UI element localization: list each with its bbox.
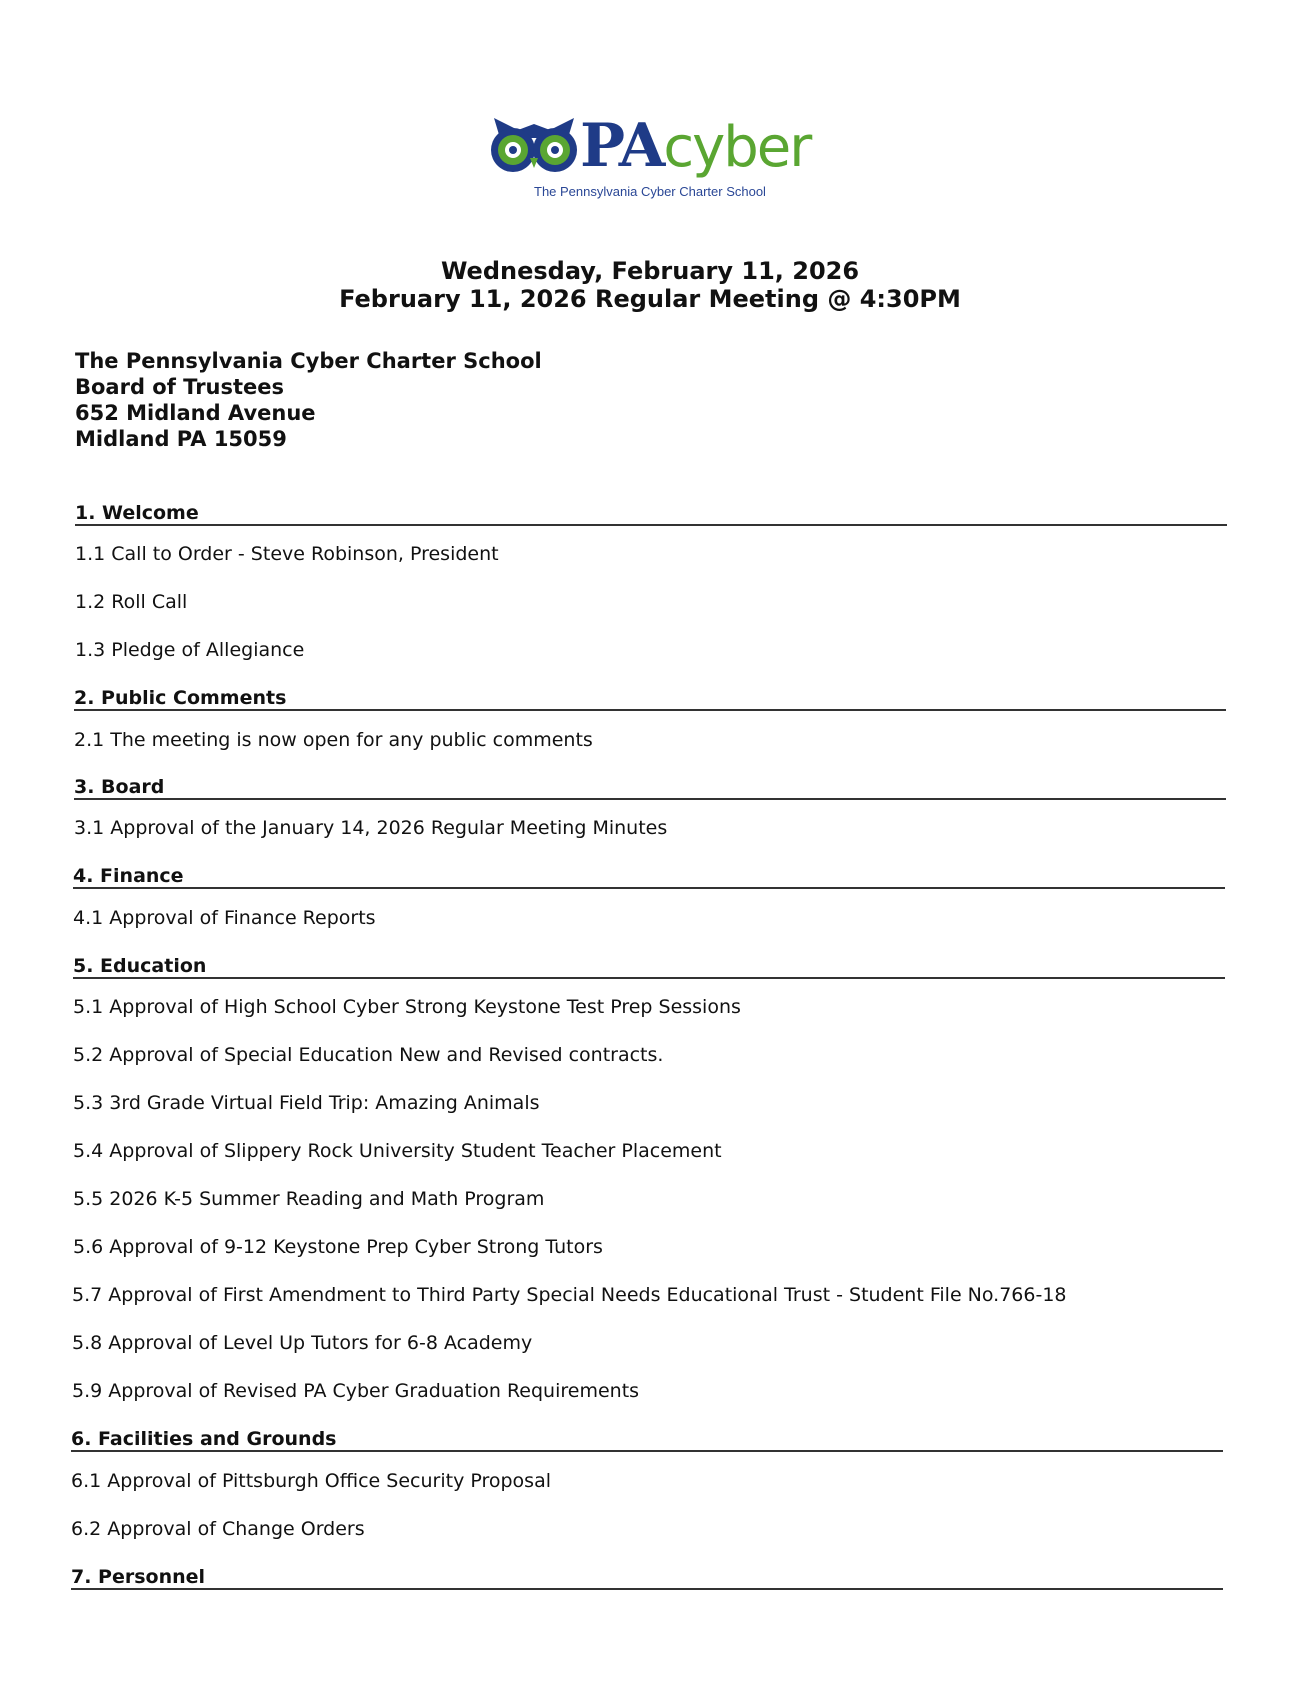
section-divider	[71, 1588, 1223, 1590]
address-block	[75, 348, 542, 452]
agenda-item-5-2: 5.2 Approval of Special Education New and Revised contracts.	[73, 1044, 664, 1066]
section-title-finance: 4. Finance	[73, 865, 184, 887]
owl-icon	[488, 110, 580, 180]
section-title-facilities: 6. Facilities and Grounds	[71, 1428, 337, 1450]
agenda-item-1-2: 1.2 Roll Call	[75, 591, 188, 613]
section-title-education: 5. Education	[73, 955, 207, 977]
agenda-item-6-1: 6.1 Approval of Pittsburgh Office Security Proposal	[71, 1470, 552, 1492]
section-divider	[75, 524, 1227, 526]
address-line-street: 652 Midland Avenue	[75, 401, 316, 425]
agenda-item-1-1: 1.1 Call to Order - Steve Robinson, President	[75, 543, 499, 565]
logo-tagline: The Pennsylvania Cyber Charter School	[534, 184, 766, 199]
agenda-item-4-1: 4.1 Approval of Finance Reports	[73, 907, 376, 929]
section-divider	[73, 977, 1225, 979]
section-title-public-comments: 2. Public Comments	[74, 687, 287, 709]
agenda-item-1-3: 1.3 Pledge of Allegiance	[75, 639, 305, 661]
agenda-item-5-5: 5.5 2026 K-5 Summer Reading and Math Program	[73, 1188, 545, 1210]
agenda-item-5-3: 5.3 3rd Grade Virtual Field Trip: Amazing Animals	[73, 1092, 540, 1114]
agenda-item-5-8: 5.8 Approval of Level Up Tutors for 6-8 Academy	[72, 1332, 533, 1354]
address-line-city: Midland PA 15059	[75, 427, 287, 451]
agenda-item-6-2: 6.2 Approval of Change Orders	[71, 1518, 365, 1540]
logo-wordmark: PAcyber	[580, 111, 811, 181]
agenda-item-5-6: 5.6 Approval of 9-12 Keystone Prep Cyber Strong Tutors	[73, 1236, 603, 1258]
agenda-item-5-7: 5.7 Approval of First Amendment to Third Party Special Needs Educational Trust - Student File No.766-18	[72, 1284, 1067, 1306]
address-line-organization: The Pennsylvania Cyber Charter School	[75, 349, 542, 373]
section-divider	[74, 798, 1226, 800]
section-title-board: 3. Board	[74, 776, 165, 798]
section-divider	[73, 887, 1225, 889]
section-divider	[74, 709, 1226, 711]
section-title-welcome: 1. Welcome	[75, 502, 199, 524]
agenda-item-5-4: 5.4 Approval of Slippery Rock University Student Teacher Placement	[73, 1140, 722, 1162]
meeting-title-heading: February 11, 2026 Regular Meeting @ 4:30PM	[339, 285, 961, 313]
agenda-item-3-1: 3.1 Approval of the January 14, 2026 Regular Meeting Minutes	[74, 817, 668, 839]
section-divider	[71, 1450, 1223, 1452]
address-line-board: Board of Trustees	[75, 375, 285, 399]
agenda-item-5-9: 5.9 Approval of Revised PA Cyber Graduation Requirements	[72, 1380, 640, 1402]
meeting-date-heading: Wednesday, February 11, 2026	[440, 257, 860, 285]
section-title-personnel: 7. Personnel	[71, 1566, 206, 1588]
agenda-item-5-1: 5.1 Approval of High School Cyber Strong Keystone Test Prep Sessions	[73, 996, 741, 1018]
agenda-item-2-1: 2.1 The meeting is now open for any public comments	[74, 729, 593, 751]
pacyber-logo	[488, 104, 828, 204]
